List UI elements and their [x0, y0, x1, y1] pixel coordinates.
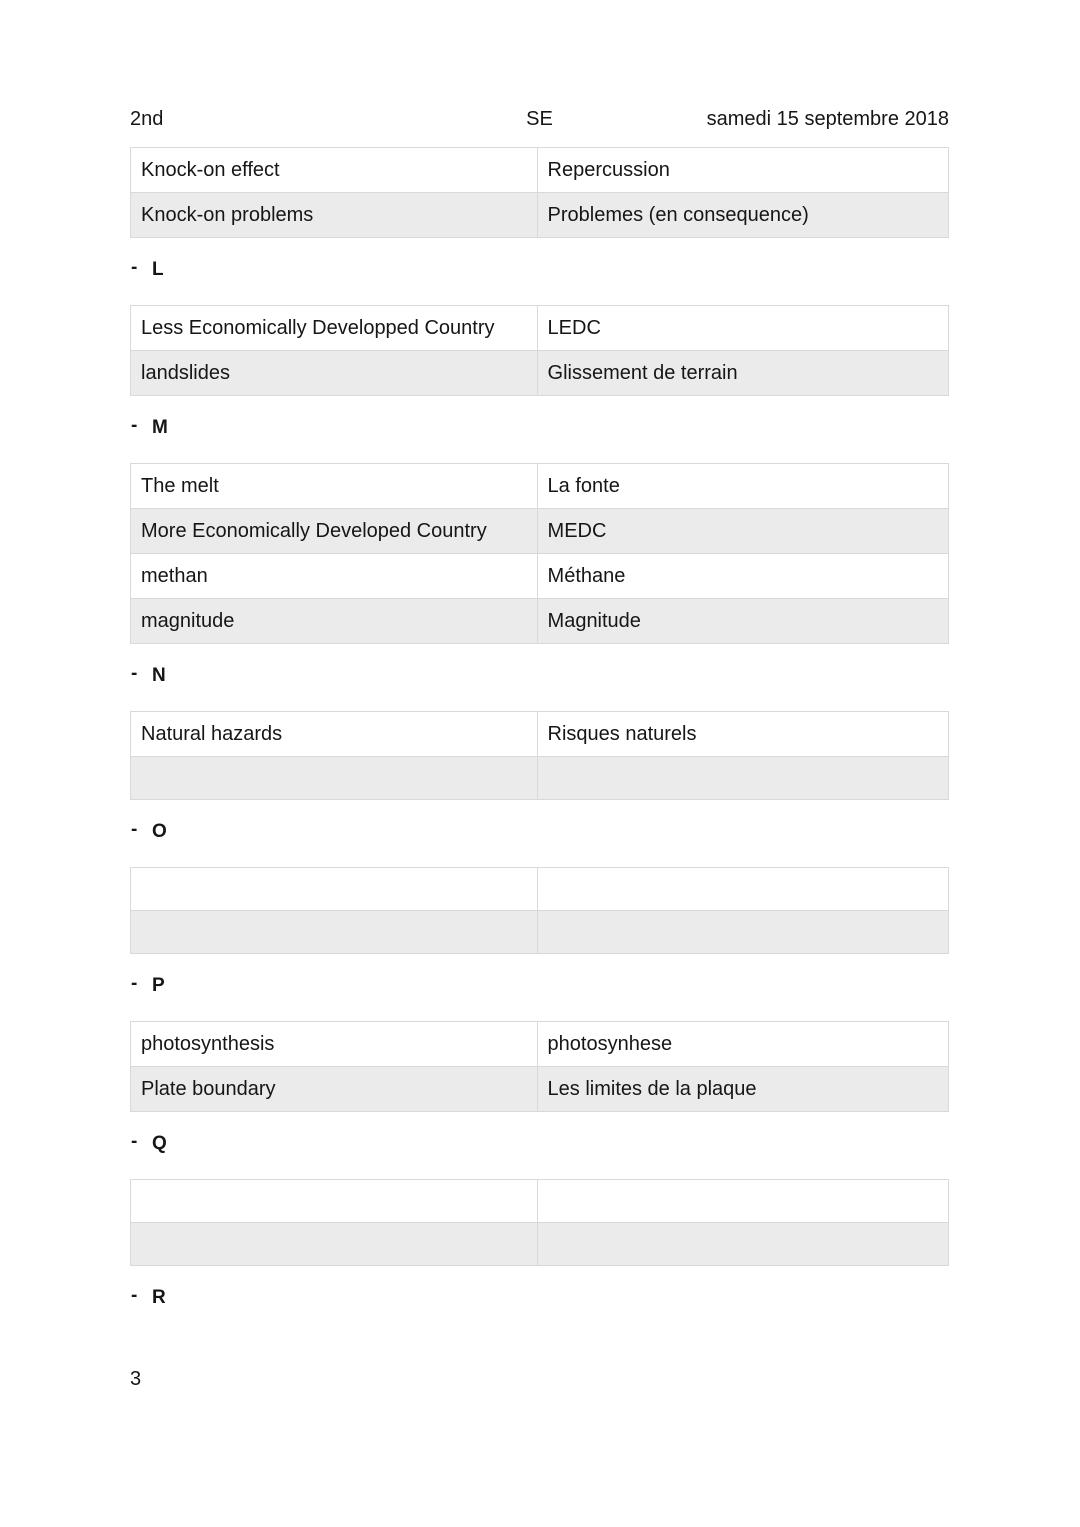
term-cell: [131, 1223, 538, 1266]
glossary-table-l: [130, 305, 949, 396]
bullet-dash: -: [131, 663, 138, 684]
bullet-dash: -: [131, 819, 138, 840]
table-row: [131, 351, 949, 396]
section-letter: L: [152, 259, 164, 280]
glossary-table-continued: [130, 147, 949, 238]
table-row: [131, 757, 949, 800]
section-header-o: [131, 821, 949, 845]
header-date: samedi 15 septembre 2018: [706, 108, 949, 130]
glossary-table-q: [130, 1179, 949, 1266]
term-cell: [131, 868, 538, 911]
term-cell: methan: [131, 554, 538, 599]
term-cell: magnitude: [131, 599, 538, 644]
translation-cell: Repercussion: [537, 148, 948, 193]
bullet-dash: -: [131, 973, 138, 994]
bullet-dash: -: [131, 1285, 138, 1306]
table-row: [131, 148, 949, 193]
translation-cell: La fonte: [537, 464, 948, 509]
section-header-n: [131, 665, 949, 689]
table-row: [131, 868, 949, 911]
section-letter: Q: [152, 1133, 167, 1154]
table-row: [131, 554, 949, 599]
bullet-dash: -: [131, 257, 138, 278]
table-row: [131, 911, 949, 954]
glossary-table-p: [130, 1021, 949, 1112]
term-cell: Less Economically Developped Country: [131, 306, 538, 351]
term-cell: Plate boundary: [131, 1067, 538, 1112]
section-header-q: [131, 1133, 949, 1157]
section-letter: O: [152, 821, 167, 842]
document-header: [130, 108, 949, 134]
table-row: [131, 599, 949, 644]
term-cell: [131, 1180, 538, 1223]
glossary-table-m: [130, 463, 949, 644]
table-row: [131, 306, 949, 351]
translation-cell: Les limites de la plaque: [537, 1067, 948, 1112]
translation-cell: [537, 757, 948, 800]
translation-cell: Méthane: [537, 554, 948, 599]
term-cell: The melt: [131, 464, 538, 509]
section-header-m: [131, 417, 949, 441]
translation-cell: Problemes (en consequence): [537, 193, 948, 238]
bullet-dash: -: [131, 1131, 138, 1152]
section-letter: R: [152, 1287, 166, 1308]
translation-cell: MEDC: [537, 509, 948, 554]
translation-cell: photosynhese: [537, 1022, 948, 1067]
table-row: [131, 1180, 949, 1223]
translation-cell: [537, 1180, 948, 1223]
term-cell: Natural hazards: [131, 712, 538, 757]
section-letter: M: [152, 417, 168, 438]
table-row: [131, 464, 949, 509]
table-row: [131, 1067, 949, 1112]
translation-cell: [537, 868, 948, 911]
term-cell: photosynthesis: [131, 1022, 538, 1067]
translation-cell: LEDC: [537, 306, 948, 351]
section-header-p: [131, 975, 949, 999]
glossary-sections: [130, 147, 949, 1311]
table-row: [131, 712, 949, 757]
term-cell: Knock-on problems: [131, 193, 538, 238]
section-letter: P: [152, 975, 165, 996]
document-footer: [130, 1368, 949, 1391]
header-class-label: 2nd: [130, 108, 164, 130]
translation-cell: Glissement de terrain: [537, 351, 948, 396]
term-cell: More Economically Developed Country: [131, 509, 538, 554]
page-number: 3: [130, 1368, 142, 1390]
table-row: [131, 1223, 949, 1266]
term-cell: [131, 757, 538, 800]
table-row: [131, 509, 949, 554]
translation-cell: Magnitude: [537, 599, 948, 644]
section-letter: N: [152, 665, 166, 686]
section-header-l: [131, 259, 949, 283]
header-subject-label: SE: [526, 108, 553, 130]
translation-cell: [537, 911, 948, 954]
table-row: [131, 1022, 949, 1067]
bullet-dash: -: [131, 415, 138, 436]
table-row: [131, 193, 949, 238]
term-cell: [131, 911, 538, 954]
translation-cell: Risques naturels: [537, 712, 948, 757]
term-cell: Knock-on effect: [131, 148, 538, 193]
term-cell: landslides: [131, 351, 538, 396]
glossary-table-n: [130, 711, 949, 800]
section-header-r: [131, 1287, 949, 1311]
translation-cell: [537, 1223, 948, 1266]
glossary-table-o: [130, 867, 949, 954]
